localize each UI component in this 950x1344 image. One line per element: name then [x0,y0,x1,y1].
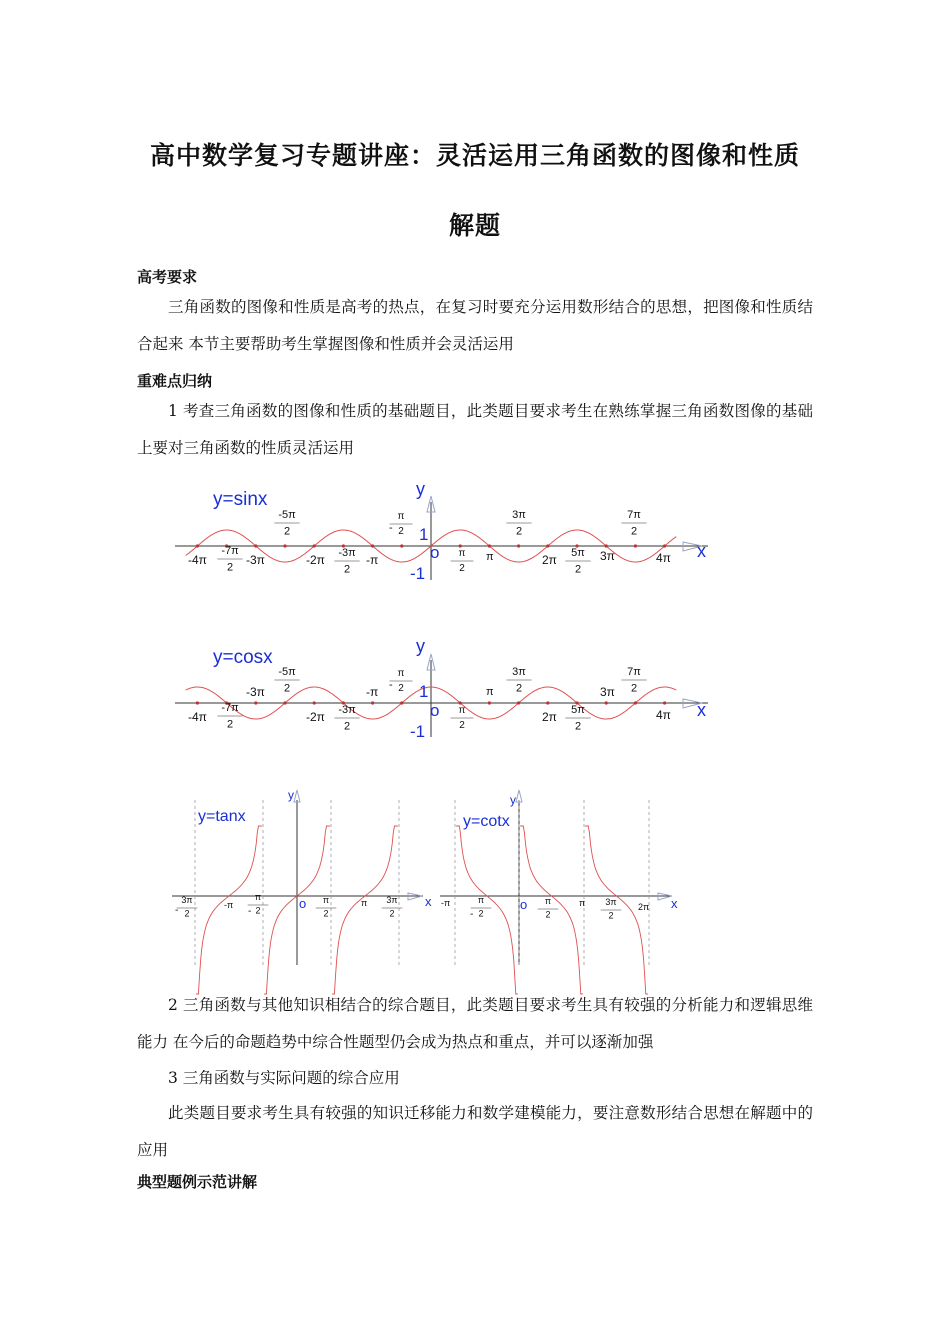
tick-dot [371,544,374,547]
tick-dot [488,544,491,547]
tick-neg-7pi-over-2 [217,702,242,731]
fraction-numerator: -5π [278,666,296,678]
tick-5pi-over-2 [565,547,590,576]
tick-dot [605,544,608,547]
tick-neg-5pi-over-2 [274,666,299,695]
tick-dot [605,701,608,704]
tick-dot [517,701,520,704]
fraction-numerator: 3π [512,666,526,678]
fraction-denominator: 2 [389,908,395,919]
fraction-numerator: π [458,548,466,559]
cot-tick-3pi-over-2 [601,897,622,921]
tick-neg-3pi: -3π [246,553,265,567]
fraction-denominator: 2 [574,563,582,576]
tick-dot [400,701,403,704]
cotangent-y-label: y [510,793,516,807]
tick-4pi: 4π [656,551,671,565]
sine-one-label: 1 [419,525,429,544]
cosine-tick-labels [188,666,671,733]
sine-function-label: y=sinx [213,489,268,510]
tangent-x-label: x [425,894,432,909]
tick-dot [254,701,257,704]
fraction-denominator: 2 [608,910,614,921]
tick-pi: π [486,686,494,698]
fraction-numerator: π [397,668,405,679]
fraction-numerator: 5π [571,704,585,716]
tick-neg-4pi: -4π [188,553,207,567]
fraction-denominator: 2 [574,720,582,733]
tick-neg-2pi: -2π [306,710,325,724]
tick-dot [634,544,637,547]
fraction-denominator: 2 [459,720,465,731]
fraction-numerator: π [397,511,405,522]
cot-tick-neg-pi-over-2 [471,895,492,919]
tick-pi: π [486,551,494,563]
neg-sign: - [175,905,179,916]
heading-typical-examples: 典型题例示范讲解 [137,1173,258,1191]
tangent-y-label: y [288,788,294,802]
fraction-numerator: π [458,705,466,716]
cosine-x-label: x [697,700,706,720]
fraction-denominator: 2 [283,682,291,695]
tick-neg-3pi-over-2 [334,704,359,733]
curve-branch [196,826,262,994]
cot-tick-2pi: 2π [638,902,650,912]
fraction-numerator: π [477,895,485,905]
fraction-denominator: 2 [515,682,523,695]
heading-gaokao-requirements: 高考要求 [137,268,198,286]
cosine-graph [175,636,708,741]
fraction-denominator: 2 [398,526,404,537]
tick-5pi-over-2 [565,704,590,733]
tick-3pi-over-2 [506,509,531,538]
tick-3pi: 3π [600,685,615,699]
fraction-numerator: -5π [278,509,296,521]
tangent-function-label: y=tanx [198,808,246,825]
cotangent-tick-labels [441,895,649,921]
fraction-numerator: 7π [627,509,641,521]
tick-2pi: 2π [542,553,557,567]
tick-7pi-over-2 [621,509,646,538]
tick-3pi: 3π [600,549,615,563]
tick-3pi-over-2 [506,666,531,695]
neg-sign: - [389,522,393,534]
tick-neg-pi-over-2 [390,511,413,537]
fraction-numerator: 5π [571,547,585,559]
tick-neg-pi-over-2 [390,668,413,694]
tick-dot [283,701,286,704]
tick-7pi-over-2 [621,666,646,695]
cosine-function-label: y=cosx [213,647,273,668]
fraction-numerator: -3π [338,547,356,559]
fraction-denominator: 2 [226,718,234,731]
paragraph-point-1: 1 考查三角函数的图像和性质的基础题目，此类题目要求考生在熟练掌握三角函数图像的基础上要对三角函数的性质灵活运用 [137,402,813,457]
tick-neg-3pi-over-2 [334,547,359,576]
tangent-origin-label: o [299,896,307,911]
document-title-line2: 解题 [448,211,501,240]
cotangent-function-label: y=cotx [463,813,510,830]
curve-branch [332,826,398,994]
tan-tick-neg-3pi-over-2 [177,895,198,919]
document-title-line1: 高中数学复习专题讲座：灵活运用三角函数的图像和性质 [149,141,800,170]
neg-sign: - [470,909,474,920]
paragraph-point-2: 2 三角函数与其他知识相结合的综合题目，此类题目要求考生具有较强的分析能力和逻辑思维能力 在今后的命题趋势中综合性题型仍会成为热点和重点，并可以逐渐加强 [137,996,813,1051]
tick-dot [546,701,549,704]
tan-tick-neg-pi: -π [224,900,234,910]
fraction-denominator: 2 [630,525,638,538]
cosine-origin-label: o [430,701,440,720]
fraction-denominator: 2 [343,720,351,733]
tick-dot [313,544,316,547]
fraction-denominator: 2 [630,682,638,695]
tick-2pi: 2π [542,710,557,724]
fraction-denominator: 2 [343,563,351,576]
curve-branch [456,826,518,994]
tick-dot [371,701,374,704]
tangent-graph [172,788,432,994]
fraction-denominator: 2 [323,908,329,919]
tick-dot [488,701,491,704]
neg-sign: - [389,679,393,691]
fraction-denominator: 2 [459,563,465,574]
tick-neg-5pi-over-2 [274,509,299,538]
fraction-denominator: 2 [398,683,404,694]
fraction-denominator: 2 [283,525,291,538]
tan-tick-pi: π [361,898,368,908]
sine-x-label: x [697,541,706,561]
tick-dot [546,544,549,547]
paragraph-requirements: 三角函数的图像和性质是高考的热点，在复习时要充分运用数形结合的思想，把图像和性质结合起来 本节主要帮助考生掌握图像和性质并会灵活运用 [137,298,813,353]
paragraph-point-3: 3 三角函数与实际问题的综合应用 [168,1069,400,1087]
cosine-neg-one-label: -1 [410,722,426,741]
fraction-numerator: -3π [338,704,356,716]
cotangent-origin-label: o [520,897,528,912]
fraction-numerator: -7π [221,545,239,557]
tick-pi-over-2 [451,705,474,731]
tick-dot [196,544,199,547]
fraction-numerator: -7π [221,702,239,714]
tick-neg-3pi: -3π [246,685,265,699]
tick-neg-pi: -π [366,685,379,699]
fraction-denominator: 2 [545,909,551,920]
tick-pi-over-2 [451,548,474,574]
cot-tick-pi: π [579,898,586,908]
sine-origin-label: o [430,543,440,562]
paragraph-point-3-body: 此类题目要求考生具有较强的知识迁移能力和数学建模能力，要注意数形结合思想在解题中的应用 [137,1104,813,1159]
tick-neg-2pi: -2π [306,553,325,567]
sine-neg-one-label: -1 [410,564,426,583]
cotangent-graph [440,790,678,994]
curve-branch [520,826,586,994]
fraction-numerator: 3π [386,895,398,905]
tick-neg-4pi: -4π [188,710,207,724]
tick-neg-7pi-over-2 [217,545,242,574]
tick-dot [663,544,666,547]
fraction-numerator: 3π [181,895,193,905]
tick-dot [196,701,199,704]
fraction-numerator: 7π [627,666,641,678]
cosine-y-label: y [416,636,425,656]
heading-key-points: 重难点归纳 [137,372,213,390]
fraction-denominator: 2 [255,905,261,916]
fraction-numerator: π [544,896,552,906]
fraction-numerator: π [322,895,330,905]
tick-dot [663,701,666,704]
tick-neg-pi: -π [366,553,379,567]
fraction-numerator: π [254,892,262,902]
cotangent-x-label: x [671,896,678,911]
cosine-one-label: 1 [419,682,429,701]
tick-dot [313,701,316,704]
fraction-numerator: 3π [512,509,526,521]
sine-graph [175,479,708,583]
cot-tick-neg-pi: -π [441,898,451,908]
fraction-denominator: 2 [515,525,523,538]
sine-y-label: y [416,479,425,499]
tick-4pi: 4π [656,708,671,722]
fraction-numerator: 3π [605,897,617,907]
fraction-denominator: 2 [184,908,190,919]
tick-dot [634,701,637,704]
neg-sign: - [248,906,252,917]
tick-dot [254,544,257,547]
fraction-denominator: 2 [226,561,234,574]
fraction-denominator: 2 [478,908,484,919]
tick-dot [400,544,403,547]
tick-dot [283,544,286,547]
tan-tick-pi-over-2 [316,895,337,919]
tick-dot [517,544,520,547]
